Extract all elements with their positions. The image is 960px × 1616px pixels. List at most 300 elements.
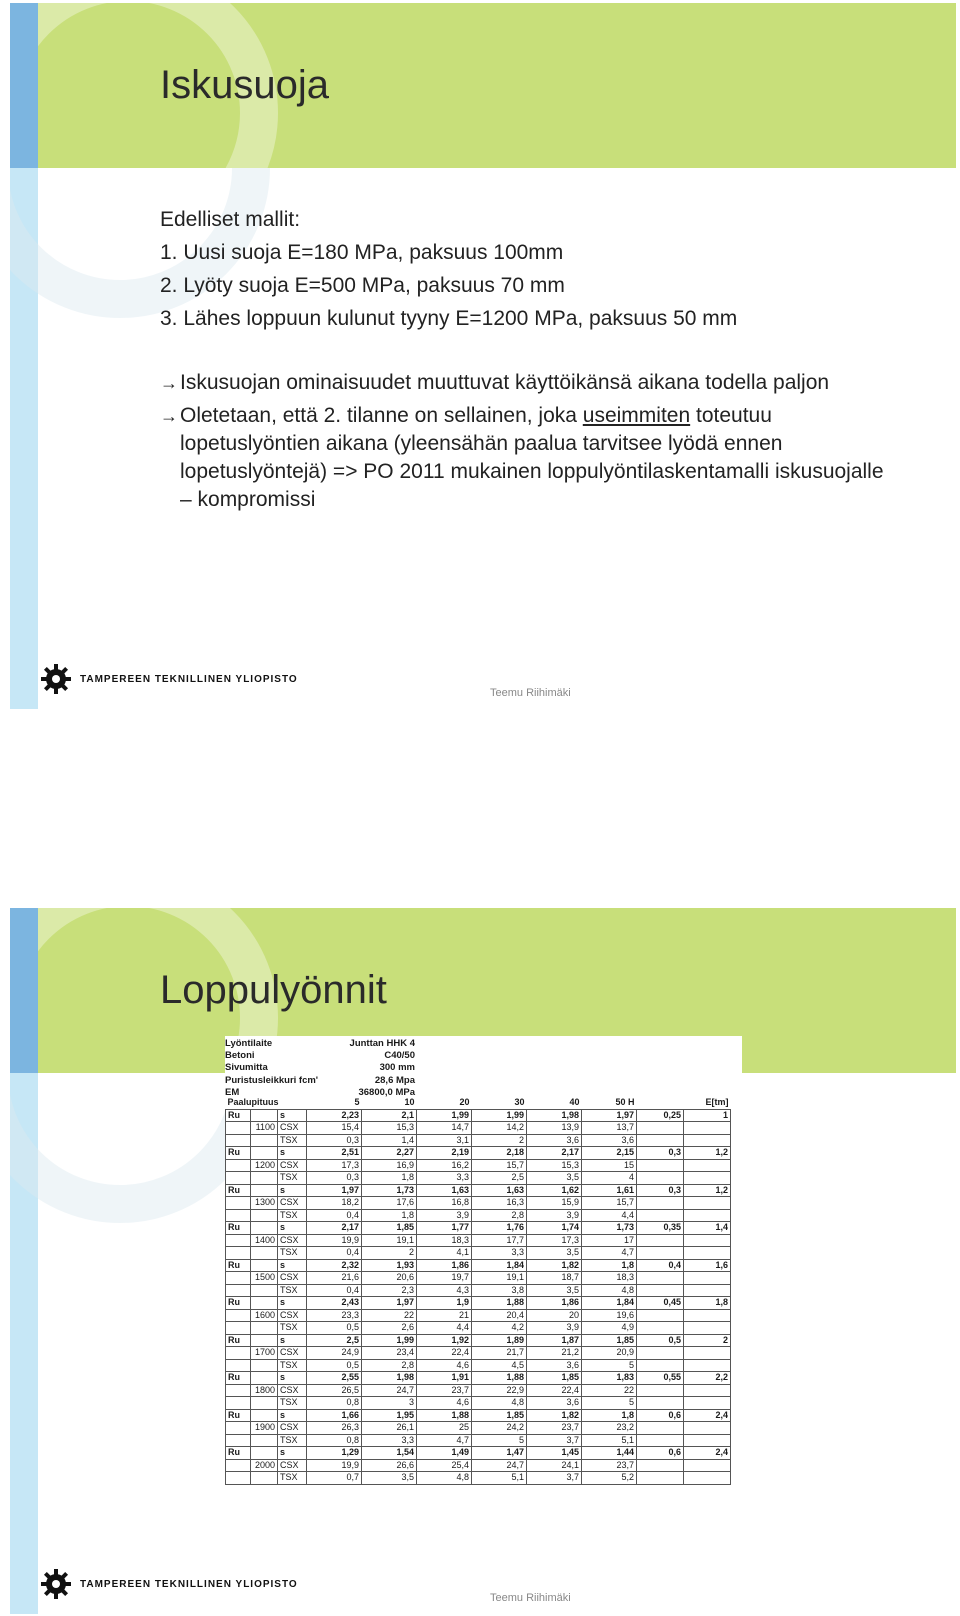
table-row <box>226 1372 731 1385</box>
table-cell: 19,7 <box>417 1272 472 1285</box>
table-cell: 2,8 <box>472 1209 527 1222</box>
table-cell <box>251 1397 278 1410</box>
table-cell <box>251 1172 278 1185</box>
height-cell: 2000 <box>251 1459 278 1472</box>
info-value: 28,6 Mpa <box>374 1074 415 1086</box>
table-cell: 1,88 <box>417 1409 472 1422</box>
table-row <box>226 1147 731 1160</box>
table-row <box>226 1159 731 1172</box>
row-label: Ru <box>226 1259 251 1272</box>
table-cell <box>251 1284 278 1297</box>
table-cell: 2,55 <box>307 1372 362 1385</box>
table-cell: 19,6 <box>582 1309 637 1322</box>
author-name: Teemu Riihimäki <box>490 1592 571 1604</box>
table-cell: 1,85 <box>362 1222 417 1235</box>
table-cell: 5 <box>582 1397 637 1410</box>
table-cell: 20,4 <box>472 1309 527 1322</box>
table-cell: 23,3 <box>307 1309 362 1322</box>
table-cell: 23,7 <box>582 1459 637 1472</box>
table-cell: 24,2 <box>472 1422 527 1435</box>
header-cell: E[tm] <box>705 1097 729 1107</box>
row-label: Ru <box>226 1109 251 1122</box>
table-row <box>226 1322 731 1335</box>
table-cell <box>684 1347 731 1360</box>
table-row <box>226 1234 731 1247</box>
table-cell: 15,4 <box>307 1122 362 1135</box>
table-cell: 18,3 <box>417 1234 472 1247</box>
table-cell: 2,17 <box>307 1222 362 1235</box>
info-key: Lyöntilaite <box>225 1038 273 1049</box>
table-cell: 1,87 <box>527 1334 582 1347</box>
table-cell <box>251 1184 278 1197</box>
row-label: s <box>278 1297 307 1310</box>
table-cell: 2,32 <box>307 1259 362 1272</box>
height-cell: 1100 <box>251 1122 278 1135</box>
table-cell <box>251 1147 278 1160</box>
table-cell <box>637 1234 684 1247</box>
table-cell: 4,6 <box>417 1397 472 1410</box>
table-cell <box>637 1209 684 1222</box>
row-label: s <box>278 1222 307 1235</box>
table-cell: 1,47 <box>472 1447 527 1460</box>
table-cell <box>226 1309 251 1322</box>
table-cell <box>226 1159 251 1172</box>
table-cell: 4 <box>582 1172 637 1185</box>
height-cell: 1300 <box>251 1197 278 1210</box>
row-label: CSX <box>278 1197 307 1210</box>
table-cell: 4,7 <box>417 1434 472 1447</box>
table-cell: 3,6 <box>582 1134 637 1147</box>
table-cell: 4,2 <box>472 1322 527 1335</box>
table-cell: 2,23 <box>307 1109 362 1122</box>
table-cell: 0,5 <box>307 1322 362 1335</box>
table-cell: 21,6 <box>307 1272 362 1285</box>
table-cell: 3,3 <box>472 1247 527 1260</box>
table-cell: 1,99 <box>362 1334 417 1347</box>
row-label: s <box>278 1147 307 1160</box>
table-row <box>226 1309 731 1322</box>
table-cell: 2,5 <box>307 1334 362 1347</box>
table-row <box>226 1459 731 1472</box>
table-cell: 23,4 <box>362 1347 417 1360</box>
table-cell: 2 <box>472 1134 527 1147</box>
table-cell: 26,1 <box>362 1422 417 1435</box>
table-cell: 2,17 <box>527 1147 582 1160</box>
table-cell: 1,97 <box>582 1109 637 1122</box>
table-cell: 1,49 <box>417 1447 472 1460</box>
table-cell <box>637 1472 684 1485</box>
table-cell <box>226 1284 251 1297</box>
table-row <box>226 1197 731 1210</box>
table-row <box>226 1134 731 1147</box>
table-cell: 21,2 <box>527 1347 582 1360</box>
table-cell <box>637 1272 684 1285</box>
row-label: s <box>278 1372 307 1385</box>
table-row <box>226 1297 731 1310</box>
header-cell: 10 <box>404 1097 415 1107</box>
table-cell: 3,5 <box>527 1247 582 1260</box>
table-row <box>226 1184 731 1197</box>
intro-text: Edelliset mallit: <box>160 208 301 231</box>
table-cell: 1,95 <box>362 1409 417 1422</box>
row-label: CSX <box>278 1159 307 1172</box>
table-row <box>226 1447 731 1460</box>
table-cell: 2 <box>684 1334 731 1347</box>
table-cell: 3,7 <box>527 1472 582 1485</box>
row-label: CSX <box>278 1234 307 1247</box>
table-cell: 23,7 <box>527 1422 582 1435</box>
info-row <box>225 1050 415 1062</box>
table-cell: 0,55 <box>637 1372 684 1385</box>
table-row <box>226 1209 731 1222</box>
row-label: TSX <box>278 1134 307 1147</box>
table-cell <box>251 1134 278 1147</box>
table-cell: 19,9 <box>307 1459 362 1472</box>
table-cell: 1,91 <box>417 1372 472 1385</box>
info-row <box>225 1038 415 1050</box>
table-cell: 4,9 <box>582 1322 637 1335</box>
table-cell <box>637 1247 684 1260</box>
table-cell: 25 <box>417 1422 472 1435</box>
table-cell: 1,8 <box>684 1297 731 1310</box>
table-cell: 19,9 <box>307 1234 362 1247</box>
table-cell <box>637 1397 684 1410</box>
table-cell: 0,6 <box>637 1447 684 1460</box>
table-cell: 23,7 <box>417 1384 472 1397</box>
table-cell: 14,7 <box>417 1122 472 1135</box>
table-cell <box>226 1472 251 1485</box>
table-cell <box>226 1197 251 1210</box>
table-cell: 3 <box>362 1397 417 1410</box>
university-logo: TAMPEREEN TEKNILLINEN YLIOPISTO <box>40 1568 298 1600</box>
row-label: TSX <box>278 1322 307 1335</box>
table-cell: 17,3 <box>527 1234 582 1247</box>
row-label: Ru <box>226 1447 251 1460</box>
slide-2 <box>10 908 956 1614</box>
table-cell <box>684 1309 731 1322</box>
row-label: Ru <box>226 1297 251 1310</box>
table-cell <box>251 1297 278 1310</box>
table-cell: 1,9 <box>417 1297 472 1310</box>
table-cell: 1,92 <box>417 1334 472 1347</box>
table-cell <box>637 1134 684 1147</box>
table-cell: 17,3 <box>307 1159 362 1172</box>
table-cell <box>637 1197 684 1210</box>
table-cell: 1,73 <box>582 1222 637 1235</box>
row-label: Ru <box>226 1184 251 1197</box>
table-cell: 22,9 <box>472 1384 527 1397</box>
table-row <box>226 1284 731 1297</box>
table-cell: 1,77 <box>417 1222 472 1235</box>
row-label: TSX <box>278 1172 307 1185</box>
results-table-image <box>225 1036 742 1493</box>
table-cell <box>226 1172 251 1185</box>
table-row <box>226 1397 731 1410</box>
height-cell: 1700 <box>251 1347 278 1360</box>
table-cell: 4,1 <box>417 1247 472 1260</box>
table-cell <box>226 1272 251 1285</box>
table-cell: 1,97 <box>362 1297 417 1310</box>
row-label: CSX <box>278 1422 307 1435</box>
table-cell <box>684 1122 731 1135</box>
table-cell: 1,88 <box>472 1372 527 1385</box>
info-key: EM <box>225 1086 240 1098</box>
table-row <box>226 1384 731 1397</box>
table-cell: 0,4 <box>307 1209 362 1222</box>
table-cell <box>684 1472 731 1485</box>
info-value: C40/50 <box>384 1050 415 1062</box>
slide-1 <box>10 3 956 709</box>
table-cell <box>251 1359 278 1372</box>
table-cell: 1,73 <box>362 1184 417 1197</box>
height-cell: 1800 <box>251 1384 278 1397</box>
table-cell: 0,5 <box>637 1334 684 1347</box>
table-cell: 22 <box>582 1384 637 1397</box>
table-cell: 3,6 <box>527 1359 582 1372</box>
table-cell <box>251 1222 278 1235</box>
table-header-row <box>226 1097 731 1109</box>
table-cell: 1,8 <box>362 1209 417 1222</box>
table-row <box>226 1247 731 1260</box>
table-cell: 24,1 <box>527 1459 582 1472</box>
table-cell: 2,19 <box>417 1147 472 1160</box>
row-label: CSX <box>278 1384 307 1397</box>
table-cell: 14,2 <box>472 1122 527 1135</box>
table-cell: 2,6 <box>362 1322 417 1335</box>
table-cell: 1,54 <box>362 1447 417 1460</box>
table-cell: 1,8 <box>362 1172 417 1185</box>
table-cell: 2,15 <box>582 1147 637 1160</box>
row-label: Ru <box>226 1147 251 1160</box>
table-cell: 3,3 <box>417 1172 472 1185</box>
table-cell <box>637 1309 684 1322</box>
table-cell: 2,4 <box>684 1447 731 1460</box>
table-cell: 1,29 <box>307 1447 362 1460</box>
table-cell: 2,8 <box>362 1359 417 1372</box>
table-cell <box>226 1459 251 1472</box>
table-cell: 3,5 <box>362 1472 417 1485</box>
table-cell: 22,4 <box>527 1384 582 1397</box>
table-cell <box>684 1209 731 1222</box>
table-cell <box>226 1347 251 1360</box>
table-cell: 2,3 <box>362 1284 417 1297</box>
table-cell: 4,3 <box>417 1284 472 1297</box>
table-cell: 22,4 <box>417 1347 472 1360</box>
table-cell: 13,7 <box>582 1122 637 1135</box>
table-cell: 1,2 <box>684 1184 731 1197</box>
table-cell: 2,1 <box>362 1109 417 1122</box>
table-cell: 0,6 <box>637 1409 684 1422</box>
table-row <box>226 1272 731 1285</box>
header-cell: 30 <box>514 1097 525 1107</box>
table-cell: 17 <box>582 1234 637 1247</box>
row-label: CSX <box>278 1347 307 1360</box>
row-label: Ru <box>226 1334 251 1347</box>
table-cell: 3,5 <box>527 1284 582 1297</box>
table-cell: 4,8 <box>417 1472 472 1485</box>
table-cell: 3,5 <box>527 1172 582 1185</box>
table-cell: 0,3 <box>307 1134 362 1147</box>
table-cell: 0,4 <box>637 1259 684 1272</box>
row-label: CSX <box>278 1459 307 1472</box>
table-cell: 3,7 <box>527 1434 582 1447</box>
table-cell: 3,9 <box>417 1209 472 1222</box>
row-label: TSX <box>278 1472 307 1485</box>
arrow-bullet-icon: → <box>160 373 178 393</box>
table-cell: 0,8 <box>307 1397 362 1410</box>
table-cell <box>226 1122 251 1135</box>
table-cell: 25,4 <box>417 1459 472 1472</box>
table-cell: 0,8 <box>307 1434 362 1447</box>
table-cell: 24,7 <box>472 1459 527 1472</box>
table-cell <box>251 1409 278 1422</box>
table-cell <box>226 1234 251 1247</box>
row-label: TSX <box>278 1209 307 1222</box>
table-cell: 23,2 <box>582 1422 637 1435</box>
table-cell <box>251 1322 278 1335</box>
table-row <box>226 1172 731 1185</box>
table-cell: 20,9 <box>582 1347 637 1360</box>
table-cell: 3,1 <box>417 1134 472 1147</box>
header-cell: 40 <box>569 1097 580 1107</box>
table-cell: 5 <box>582 1359 637 1372</box>
table-cell <box>684 1272 731 1285</box>
table-cell <box>637 1459 684 1472</box>
table-cell: 1,85 <box>472 1409 527 1422</box>
table-cell <box>251 1434 278 1447</box>
table-cell: 15 <box>582 1159 637 1172</box>
table-cell <box>226 1209 251 1222</box>
table-cell: 2,18 <box>472 1147 527 1160</box>
table-cell: 4,6 <box>417 1359 472 1372</box>
table-cell: 5 <box>472 1434 527 1447</box>
table-cell: 26,3 <box>307 1422 362 1435</box>
table-cell: 0,5 <box>307 1359 362 1372</box>
table-cell <box>637 1159 684 1172</box>
table-cell: 15,9 <box>527 1197 582 1210</box>
table-cell: 4,5 <box>472 1359 527 1372</box>
table-cell <box>226 1359 251 1372</box>
table-cell: 3,9 <box>527 1322 582 1335</box>
table-cell: 15,7 <box>582 1197 637 1210</box>
slide-title: Iskusuoja <box>160 63 329 107</box>
table-row <box>226 1409 731 1422</box>
table-cell: 1,45 <box>527 1447 582 1460</box>
table-cell <box>684 1159 731 1172</box>
table-cell: 24,9 <box>307 1347 362 1360</box>
table-cell <box>684 1434 731 1447</box>
row-label: TSX <box>278 1359 307 1372</box>
table-cell: 1,85 <box>527 1372 582 1385</box>
table-cell: 0,7 <box>307 1472 362 1485</box>
table-cell <box>637 1422 684 1435</box>
table-cell: 4,8 <box>472 1397 527 1410</box>
table-cell: 1,84 <box>472 1259 527 1272</box>
height-cell: 1900 <box>251 1422 278 1435</box>
header-cell: 20 <box>459 1097 470 1107</box>
table-cell: 1,62 <box>527 1184 582 1197</box>
table-cell: 1,85 <box>582 1334 637 1347</box>
table-cell: 21,7 <box>472 1347 527 1360</box>
table-cell <box>684 1322 731 1335</box>
row-label: CSX <box>278 1309 307 1322</box>
header-cell: 5 <box>354 1097 360 1107</box>
table-cell <box>684 1234 731 1247</box>
table-cell: 19,1 <box>362 1234 417 1247</box>
table-cell <box>684 1172 731 1185</box>
table-cell: 26,5 <box>307 1384 362 1397</box>
row-label: s <box>278 1109 307 1122</box>
table-cell: 0,4 <box>307 1247 362 1260</box>
table-cell: 2,43 <box>307 1297 362 1310</box>
table-cell <box>637 1434 684 1447</box>
table-cell: 22 <box>362 1309 417 1322</box>
table-cell: 2,5 <box>472 1172 527 1185</box>
table-row <box>226 1122 731 1135</box>
table-cell: 15,3 <box>362 1122 417 1135</box>
table-cell: 1,2 <box>684 1147 731 1160</box>
table-cell <box>684 1197 731 1210</box>
table-cell <box>251 1247 278 1260</box>
table-cell <box>251 1447 278 1460</box>
table-cell: 3,8 <box>472 1284 527 1297</box>
gear-logo-icon <box>40 1568 72 1600</box>
table-cell <box>637 1359 684 1372</box>
row-label: Ru <box>226 1372 251 1385</box>
table-cell: 1,93 <box>362 1259 417 1272</box>
table-cell <box>251 1109 278 1122</box>
table-cell: 0,25 <box>637 1109 684 1122</box>
table-cell <box>684 1284 731 1297</box>
table-row <box>226 1109 731 1122</box>
author-name: Teemu Riihimäki <box>490 687 571 699</box>
table-cell: 5,1 <box>472 1472 527 1485</box>
height-cell: 1500 <box>251 1272 278 1285</box>
results-table <box>225 1097 731 1485</box>
table-cell: 0,45 <box>637 1297 684 1310</box>
table-cell: 15,3 <box>527 1159 582 1172</box>
table-row <box>226 1347 731 1360</box>
table-cell <box>226 1247 251 1260</box>
table-cell <box>226 1384 251 1397</box>
table-cell: 1,4 <box>684 1222 731 1235</box>
table-row <box>226 1422 731 1435</box>
row-label: s <box>278 1259 307 1272</box>
table-cell: 1,82 <box>527 1409 582 1422</box>
table-cell: 3,9 <box>527 1209 582 1222</box>
arrow-bullet-icon: → <box>160 406 178 426</box>
table-cell: 2,51 <box>307 1147 362 1160</box>
left-strip-accent <box>10 3 38 168</box>
row-label: Ru <box>226 1409 251 1422</box>
table-cell <box>637 1347 684 1360</box>
row-label: Ru <box>226 1222 251 1235</box>
info-key: Sivumitta <box>225 1062 268 1074</box>
table-cell: 4,4 <box>417 1322 472 1335</box>
table-row <box>226 1334 731 1347</box>
table-cell: 1,8 <box>582 1259 637 1272</box>
table-row <box>226 1259 731 1272</box>
row-label: CSX <box>278 1272 307 1285</box>
table-cell <box>637 1172 684 1185</box>
table-cell: 1,6 <box>684 1259 731 1272</box>
table-cell: 1,63 <box>472 1184 527 1197</box>
bullet-item: → Iskusuojan ominaisuudet muuttuvat käyttöikänsä aikana todella paljon <box>160 369 900 397</box>
info-row <box>225 1075 415 1087</box>
table-cell: 19,1 <box>472 1272 527 1285</box>
table-cell <box>684 1134 731 1147</box>
table-cell <box>637 1384 684 1397</box>
